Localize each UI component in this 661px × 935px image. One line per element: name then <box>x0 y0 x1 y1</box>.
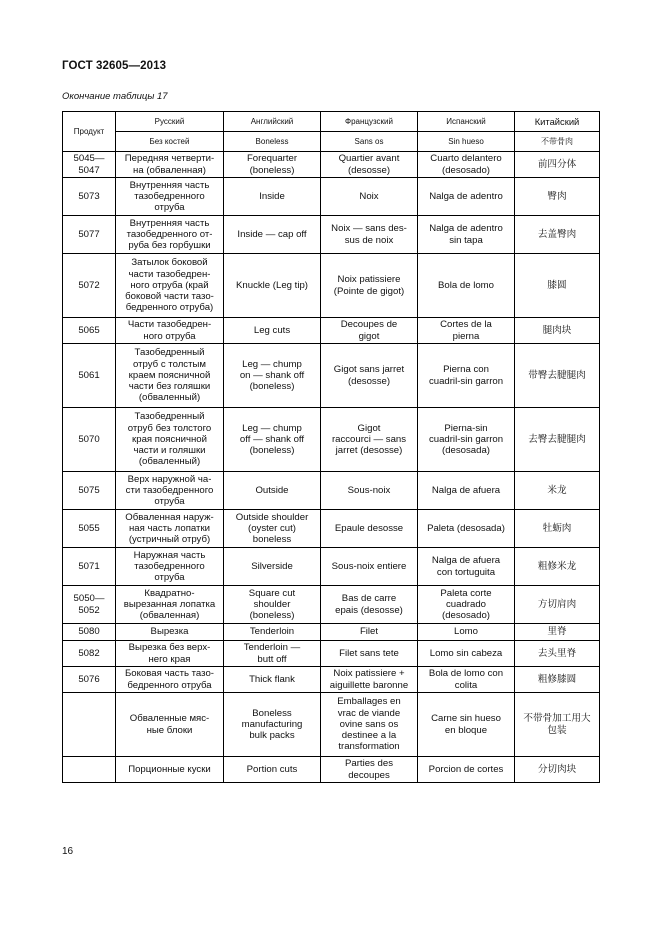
cell-en: Silverside <box>224 548 321 586</box>
cell-ru: Порционные куски <box>116 757 224 783</box>
subheader-french: Sans os <box>321 132 418 152</box>
cell-es: Porcion de cortes <box>418 757 515 783</box>
cell-en: Inside <box>224 178 321 216</box>
cell-en: Tenderloin — butt off <box>224 641 321 667</box>
cell-fr: Epaule desosse <box>321 510 418 548</box>
table-row <box>63 624 600 641</box>
cell-zh: 前四分体 <box>515 152 600 178</box>
cell-zh: 里脊 <box>515 624 600 641</box>
cell-ru: Передняя четверти- на (обваленная) <box>116 152 224 178</box>
cell-zh: 臀肉 <box>515 178 600 216</box>
cell-fr: Decoupes de gigot <box>321 318 418 344</box>
cell-code <box>63 693 116 757</box>
cell-zh: 腿肉块 <box>515 318 600 344</box>
cell-es: Cortes de la pierna <box>418 318 515 344</box>
cell-en: Square cut shoulder (boneless) <box>224 586 321 624</box>
cell-fr: Gigot raccourci — sans jarret (desosse) <box>321 408 418 472</box>
page-number: 16 <box>62 846 74 857</box>
table-row <box>63 548 600 586</box>
cell-ru: Квадратно- вырезанная лопатка (обваленная) <box>116 586 224 624</box>
cell-fr: Noix patissiere (Pointe de gigot) <box>321 254 418 318</box>
column-header-french: Французский <box>321 112 418 132</box>
cell-fr: Emballages en vrac de viande ovine sans os destinee a la transformation <box>321 693 418 757</box>
document-standard-title: ГОСТ 32605—2013 <box>62 60 167 72</box>
cell-ru: Обваленная наруж- ная часть лопатки (устричный отруб) <box>116 510 224 548</box>
subheader-russian: Без костей <box>116 132 224 152</box>
cell-fr: Filet sans tete <box>321 641 418 667</box>
cell-en: Leg — chump on — shank off (boneless) <box>224 344 321 408</box>
cell-es: Carne sin hueso en bloque <box>418 693 515 757</box>
cell-ru: Вырезка <box>116 624 224 641</box>
cell-code: 5045— 5047 <box>63 152 116 178</box>
cell-code: 5076 <box>63 667 116 693</box>
table-row <box>63 254 600 318</box>
cell-en: Leg — chump off — shank off (boneless) <box>224 408 321 472</box>
table-caption: Окончание таблицы 17 <box>62 91 168 102</box>
cell-en: Portion cuts <box>224 757 321 783</box>
cell-zh: 粗修米龙 <box>515 548 600 586</box>
cell-zh: 去盖臀肉 <box>515 216 600 254</box>
cell-en: Forequarter (boneless) <box>224 152 321 178</box>
table-row <box>63 152 600 178</box>
cell-fr: Noix — sans des- sus de noix <box>321 216 418 254</box>
cell-code: 5082 <box>63 641 116 667</box>
cell-fr: Sous-noix <box>321 472 418 510</box>
cell-code: 5061 <box>63 344 116 408</box>
cell-code: 5050— 5052 <box>63 586 116 624</box>
cell-zh: 去头里脊 <box>515 641 600 667</box>
cell-code: 5070 <box>63 408 116 472</box>
cell-en: Outside shoulder (oyster cut) boneless <box>224 510 321 548</box>
cell-es: Lomo <box>418 624 515 641</box>
cell-fr: Parties des decoupes <box>321 757 418 783</box>
cell-ru: Внутренняя часть тазобедренного отруба <box>116 178 224 216</box>
subheader-chinese: 不带骨肉 <box>515 132 600 152</box>
column-header-english: Английский <box>224 112 321 132</box>
cell-en: Inside — cap off <box>224 216 321 254</box>
cell-ru: Тазобедренный отруб с толстым краем поясничной части без голяшки (обваленный) <box>116 344 224 408</box>
cell-es: Nalga de adentro sin tapa <box>418 216 515 254</box>
cell-code <box>63 757 116 783</box>
subheader-spanish: Sin hueso <box>418 132 515 152</box>
cell-en: Thick flank <box>224 667 321 693</box>
cell-fr: Gigot sans jarret (desosse) <box>321 344 418 408</box>
cell-code: 5065 <box>63 318 116 344</box>
table-row <box>63 693 600 757</box>
cell-en: Knuckle (Leg tip) <box>224 254 321 318</box>
cell-code: 5077 <box>63 216 116 254</box>
table-row <box>63 216 600 254</box>
cell-es: Paleta (desosada) <box>418 510 515 548</box>
cell-ru: Боковая часть тазо- бедренного отруба <box>116 667 224 693</box>
table-row <box>63 641 600 667</box>
table-row <box>63 344 600 408</box>
cell-fr: Filet <box>321 624 418 641</box>
table-row <box>63 408 600 472</box>
cell-code: 5075 <box>63 472 116 510</box>
table-row <box>63 757 600 783</box>
cell-zh: 分切肉块 <box>515 757 600 783</box>
cell-ru: Затылок боковой части тазобедрен- ного отруба (край боковой части тазо- бедренного отруба) <box>116 254 224 318</box>
cell-en: Boneless manufacturing bulk packs <box>224 693 321 757</box>
cell-code: 5071 <box>63 548 116 586</box>
cell-fr: Noix <box>321 178 418 216</box>
cell-zh: 牡蛎肉 <box>515 510 600 548</box>
cell-fr: Quartier avant (desosse) <box>321 152 418 178</box>
cell-es: Cuarto delantero (desosado) <box>418 152 515 178</box>
cell-es: Nalga de afuera con tortuguita <box>418 548 515 586</box>
cell-zh: 膝圆 <box>515 254 600 318</box>
column-header-chinese: Китайский <box>515 112 600 132</box>
table-row <box>63 318 600 344</box>
cell-en: Leg cuts <box>224 318 321 344</box>
table-row <box>63 510 600 548</box>
cell-es: Bola de lomo con colita <box>418 667 515 693</box>
table-body <box>63 152 600 783</box>
cell-fr: Noix patissiere + aiguillette baronne <box>321 667 418 693</box>
cell-ru: Внутренняя часть тазобедренного от- руба без горбушки <box>116 216 224 254</box>
cell-ru: Обваленные мяс- ные блоки <box>116 693 224 757</box>
cell-ru: Верх наружной ча- сти тазобедренного отруба <box>116 472 224 510</box>
cell-zh: 带臀去腱腿肉 <box>515 344 600 408</box>
cell-ru: Наружная часть тазобедренного отруба <box>116 548 224 586</box>
cell-en: Outside <box>224 472 321 510</box>
subheader-row <box>63 132 600 152</box>
cell-es: Bola de lomo <box>418 254 515 318</box>
cell-code: 5055 <box>63 510 116 548</box>
table-row <box>63 178 600 216</box>
cell-zh: 粗修膝圆 <box>515 667 600 693</box>
cell-zh: 方切肩肉 <box>515 586 600 624</box>
table-row <box>63 667 600 693</box>
cell-es: Lomo sin cabeza <box>418 641 515 667</box>
cell-code: 5073 <box>63 178 116 216</box>
cell-ru: Части тазобедрен- ного отруба <box>116 318 224 344</box>
table-row <box>63 586 600 624</box>
cell-ru: Вырезка без верх- него края <box>116 641 224 667</box>
cell-code: 5072 <box>63 254 116 318</box>
cell-zh: 米龙 <box>515 472 600 510</box>
subheader-english: Boneless <box>224 132 321 152</box>
cell-es: Pierna-sin cuadril-sin garron (desosada) <box>418 408 515 472</box>
cell-es: Nalga de adentro <box>418 178 515 216</box>
header-row <box>63 112 600 132</box>
table-row <box>63 472 600 510</box>
cell-en: Tenderloin <box>224 624 321 641</box>
cell-zh: 不带骨加工用大 包装 <box>515 693 600 757</box>
cell-es: Pierna con cuadril-sin garron <box>418 344 515 408</box>
translation-table <box>62 111 600 783</box>
product-header: Продукт <box>63 112 116 152</box>
cell-fr: Sous-noix entiere <box>321 548 418 586</box>
cell-code: 5080 <box>63 624 116 641</box>
cell-ru: Тазобедренный отруб без толстого края поясничной части и голяшки (обваленный) <box>116 408 224 472</box>
column-header-spanish: Испанский <box>418 112 515 132</box>
cell-fr: Bas de carre epais (desosse) <box>321 586 418 624</box>
cell-es: Nalga de afuera <box>418 472 515 510</box>
column-header-russian: Русский <box>116 112 224 132</box>
cell-zh: 去臀去腱腿肉 <box>515 408 600 472</box>
cell-es: Paleta corte cuadrado (desosado) <box>418 586 515 624</box>
